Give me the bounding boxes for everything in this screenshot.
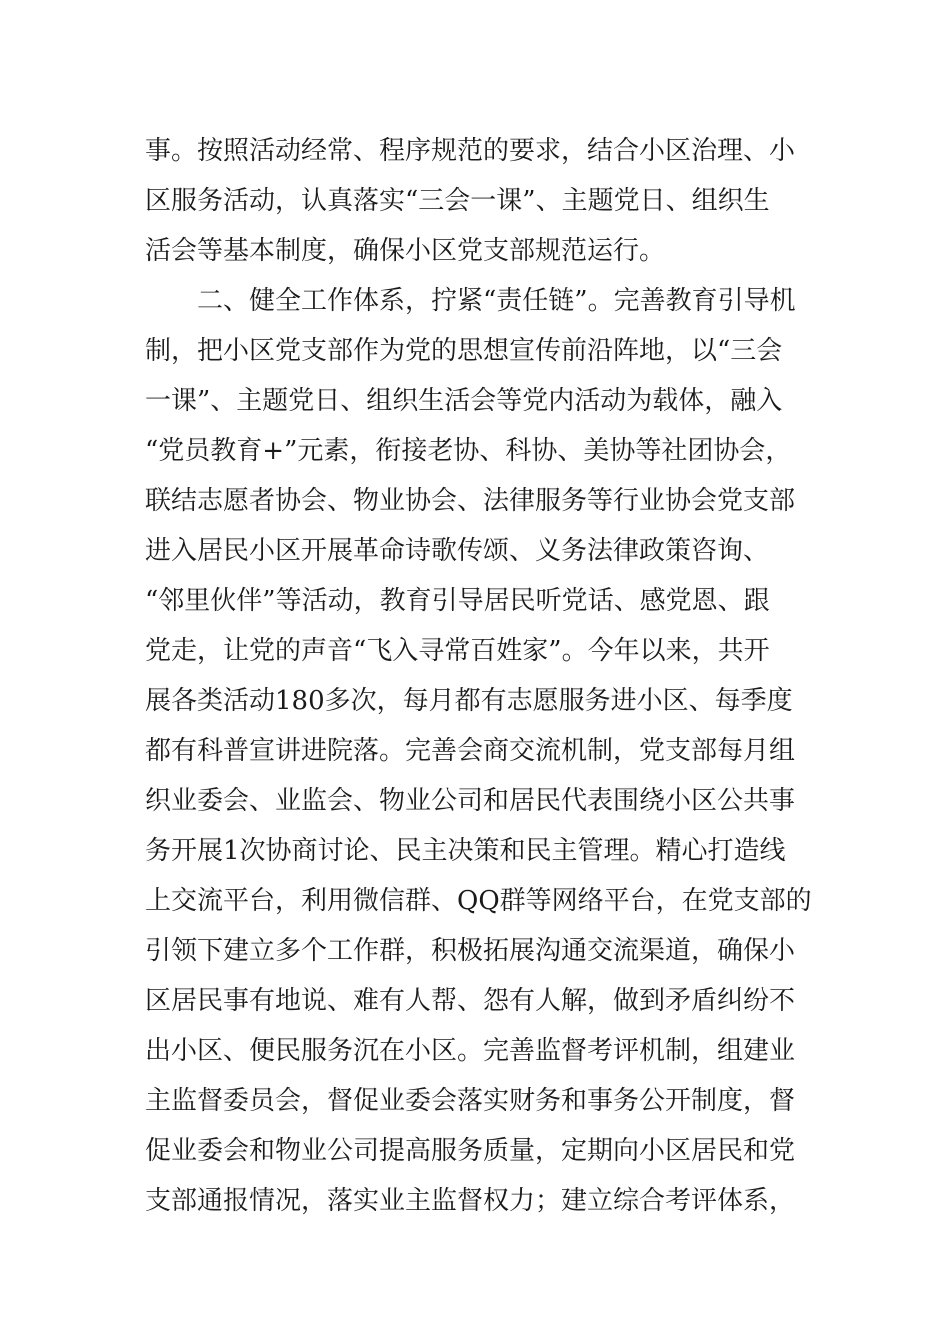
text-line: 活会等基本制度，确保小区党支部规范运行。 <box>145 236 666 266</box>
text-line: 主监督委员会，督促业委会落实财务和事务公开制度，督 <box>145 1086 796 1116</box>
text-line: 引领下建立多个工作群，积极拓展沟通交流渠道，确保小 <box>145 936 796 966</box>
text-line: 党走，让党的声音“飞入寻常百姓家”。今年以来，共开 <box>145 636 770 666</box>
text-line: “邻里伙伴”等活动，教育引导居民听党话、感党恩、跟 <box>145 586 770 616</box>
text-line: 务开展1次协商讨论、民主决策和民主管理。精心打造线 <box>145 836 786 866</box>
text-line: 促业委会和物业公司提高服务质量，定期向小区居民和党 <box>145 1136 796 1166</box>
text-line: 都有科普宣讲进院落。完善会商交流机制，党支部每月组 <box>145 736 796 766</box>
text-line: 事。按照活动经常、程序规范的要求，结合小区治理、小 <box>145 136 796 166</box>
body-text <box>145 126 810 1226</box>
text-line: 织业委会、业监会、物业公司和居民代表围绕小区公共事 <box>145 786 796 816</box>
text-line: 制，把小区党支部作为党的思想宣传前沿阵地，以“三会 <box>145 336 783 366</box>
text-line: 上交流平台，利用微信群、QQ群等网络平台，在党支部的 <box>145 886 812 916</box>
text-line: 支部通报情况，落实业主监督权力；建立综合考评体系， <box>145 1186 796 1216</box>
text-line: 二、健全工作体系，拧紧“责任链”。完善教育引导机 <box>145 286 796 316</box>
text-line: “党员教育+”元素，衔接老协、科协、美协等社团协会， <box>145 436 792 466</box>
text-line: 一课”、主题党日、组织生活会等党内活动为载体，融入 <box>145 386 783 416</box>
text-line: 区服务活动，认真落实“三会一课”、主题党日、组织生 <box>145 186 770 216</box>
text-line: 出小区、便民服务沉在小区。完善监督考评机制，组建业 <box>145 1036 796 1066</box>
text-line: 联结志愿者协会、物业协会、法律服务等行业协会党支部 <box>145 486 796 516</box>
text-line: 区居民事有地说、难有人帮、怨有人解，做到矛盾纠纷不 <box>145 986 796 1016</box>
text-line: 展各类活动180多次，每月都有志愿服务进小区、每季度 <box>145 686 793 716</box>
text-line: 进入居民小区开展革命诗歌传颂、义务法律政策咨询、 <box>145 536 770 566</box>
